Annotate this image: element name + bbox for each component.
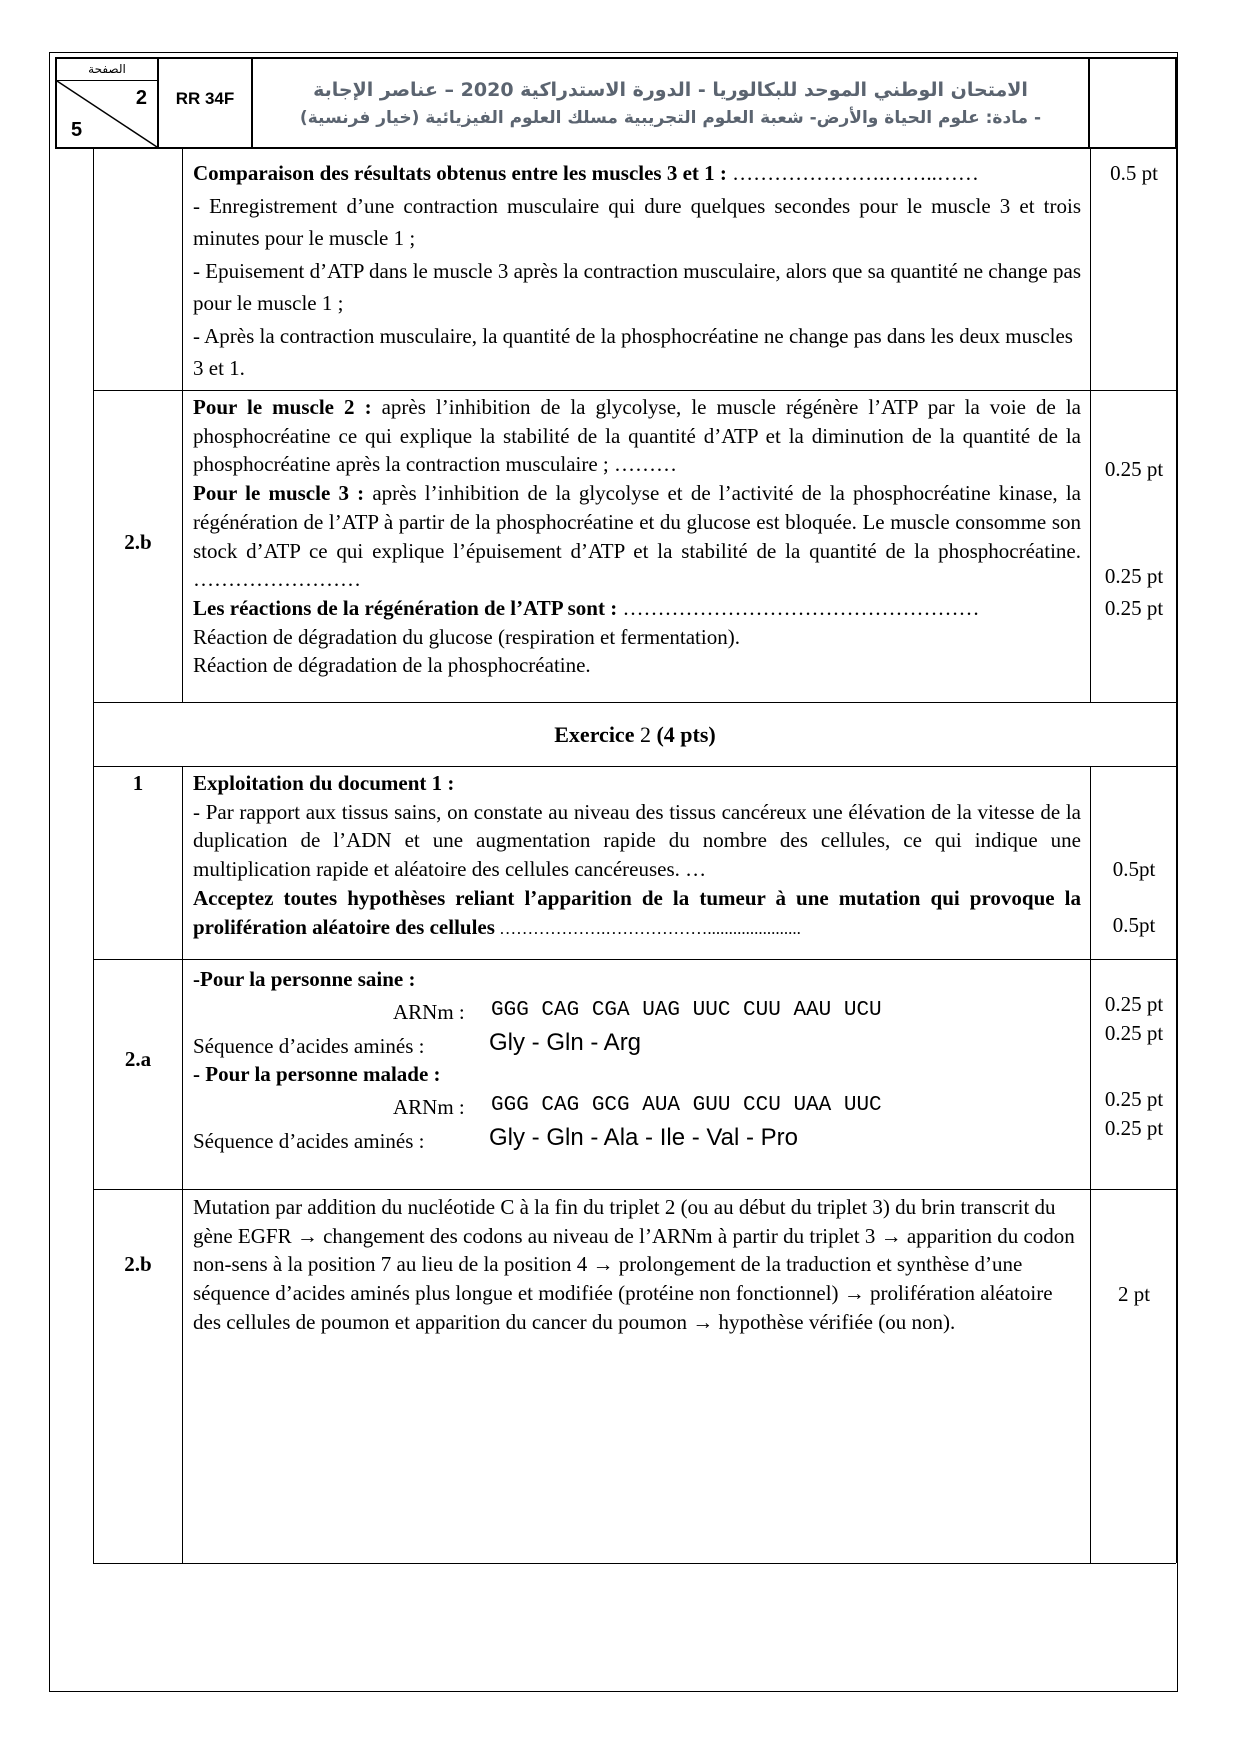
points-comparison: 0.5 pt <box>1110 161 1158 185</box>
col-divider <box>1090 766 1091 1563</box>
row-divider <box>93 702 1176 703</box>
reaction-2: Réaction de dégradation de la phosphocréatine. <box>193 653 591 678</box>
q2b-ex2-text: Mutation par addition du nucléotide C à la fin du triplet 2 (ou au début du triplet 3) du brin transcrit du gène EGFR → changement des codons au niveau de l’ARNm à partir du triplet 3 → apparition du codon non-sens à la position 7 au lieu de la position 4 → prolongement de la traduction et synthèse d’une séquence d’acides aminés plus longue et modifiée (protéine non fonctionnel) → prolifération aléatoire des cellules de poumon et apparition du cancer du poumon → hypothèse vérifiée (ou non). <box>193 1195 1075 1334</box>
reactions-label: Les réactions de la régénération de l’ATP sont : <box>193 595 618 620</box>
q1-hypothesis-dots: ……………….………………...................... <box>494 918 801 938</box>
healthy-amino-sequence: Gly - Gln - Arg <box>489 1029 642 1056</box>
points-muscle2: 0.25 pt <box>1104 457 1164 481</box>
q2b-block <box>193 393 1081 680</box>
points-sick-seq: 0.25 pt <box>1104 1116 1164 1140</box>
exam-title-box <box>251 57 1090 149</box>
q1-text: - Par rapport aux tissus sains, on constate au niveau des tissus cancéreux une élévation de la vitesse de la duplication de l’ADN et une augmentation rapide du nombre des cellules, ce qui indique une multiplication rapide et aléatoire des cellules cancéreuses. … <box>193 799 1081 882</box>
comparison-line: - Après la contraction musculaire, la quantité de la phosphocréatine ne change pas dans les deux muscles 3 et 1. <box>193 323 1073 380</box>
sick-amino-sequence: Gly - Gln - Ala - Ile - Val - Pro <box>489 1124 798 1151</box>
healthy-arn-label: ARNm : <box>393 1000 465 1024</box>
muscle2-label: Pour le muscle 2 : <box>193 395 372 419</box>
page-total: 5 <box>71 119 83 141</box>
table-border-left <box>93 149 94 1563</box>
exam-code: RR 34F <box>157 57 253 149</box>
question-number-2b: 2.b <box>124 530 152 554</box>
sick-arn-label: ARNm : <box>393 1095 465 1119</box>
points-healthy-arn: 0.25 pt <box>1104 992 1164 1016</box>
row-divider <box>93 959 1176 960</box>
exercise2-label: Exercice <box>554 722 635 747</box>
question-number-2a: 2.a <box>124 1047 152 1071</box>
exam-title-line1: الامتحان الوطني الموحد للبكالوريا - الدورة الاستدراكية 2020 – عناصر الإجابة <box>313 79 1028 101</box>
comparison-heading: Comparaison des résultats obtenus entre les muscles 3 et 1 : <box>193 161 727 185</box>
page-label: الصفحة <box>57 60 157 81</box>
points-muscle3: 0.25 pt <box>1104 564 1164 588</box>
q1-heading: Exploitation du document 1 : <box>193 771 455 795</box>
points-q1-hypothesis: 0.5pt <box>1112 913 1156 937</box>
exercise2-title <box>94 722 1176 748</box>
header-blank-box <box>1088 57 1177 149</box>
col-divider <box>1090 149 1091 702</box>
points-sick-arn: 0.25 pt <box>1104 1087 1164 1111</box>
healthy-label: -Pour la personne saine : <box>193 967 416 991</box>
row-divider <box>93 766 1176 767</box>
points-healthy-seq: 0.25 pt <box>1104 1021 1164 1045</box>
page-current: 2 <box>135 87 147 109</box>
q2b-ex2-block <box>193 1193 1081 1337</box>
page-number-box <box>55 57 159 149</box>
sick-label: - Pour la personne malade : <box>193 1062 441 1086</box>
exam-title-line2: - مادة: علوم الحياة والأرض- شعبة العلوم التجريبية مسلك العلوم الفيزيائية (خيار فرنسية) <box>299 108 1042 128</box>
healthy-seq-label: Séquence d’acides aminés : <box>193 1034 425 1058</box>
sick-seq-label: Séquence d’acides aminés : <box>193 1129 425 1153</box>
reaction-1: Réaction de dégradation du glucose (respiration et fermentation). <box>193 624 740 649</box>
comparison-line: - Enregistrement d’une contraction musculaire qui dure quelques secondes pour le muscle 3 et trois minutes pour le muscle 1 ; <box>193 193 1081 250</box>
question-number-2b-ex2: 2.b <box>124 1252 152 1276</box>
muscle2-text: après l’inhibition de la glycolyse, le muscle régénère l’ATP par la voie de la phosphocréatine ce qui explique la stabilité de la quantité d’ATP et la diminution de la quantité de la phosphocréatine après la contraction musculaire ; ……… <box>193 395 1082 477</box>
comparison-line: - Epuisement d’ATP dans le muscle 3 après la contraction musculaire, alors que sa quantité ne change pas pour le muscle 1 ; <box>193 258 1081 315</box>
healthy-arn-sequence: GGG CAG CGA UAG UUC CUU AAU UCU <box>491 999 882 1022</box>
points-q1-exploitation: 0.5pt <box>1112 857 1156 881</box>
q1-block <box>193 769 1081 943</box>
exercise2-number: 2 <box>634 722 657 747</box>
muscle3-label: Pour le muscle 3 : <box>193 481 365 506</box>
muscle3-text: après l’inhibition de la glycolyse et de l’activité de la phosphocréatine kinase, la régénération de l’ATP à partir de la phosphocréatine et du glucose est bloquée. Le muscle consomme son stock d’ATP ce qui explique l’épuisement d’ATP et la stabilité de la quantité de la phosphocréatine. …………………… <box>193 481 1081 592</box>
question-number-1: 1 <box>132 771 144 795</box>
points-reactions: 0.25 pt <box>1104 596 1164 620</box>
row-divider <box>93 1189 1176 1190</box>
q1-hypothesis: Acceptez toutes hypothèses reliant l’apparition de la tumeur à une mutation qui provoque la prolifération aléatoire des cellules <box>193 885 1081 939</box>
sick-arn-sequence: GGG CAG GCG AUA GUU CCU UAA UUC <box>491 1094 882 1117</box>
points-q2b-ex2: 2 pt <box>1117 1282 1151 1306</box>
comparison-heading-dots: ………………….……..…… <box>726 161 979 185</box>
exercise2-points: (4 pts) <box>656 722 716 747</box>
reactions-dots: …………………………………………… <box>617 595 980 620</box>
row-divider <box>93 390 1176 391</box>
table-border-right <box>1176 149 1177 1563</box>
comparison-block <box>193 157 1081 385</box>
table-border-bottom <box>93 1563 1176 1564</box>
col-divider <box>182 766 183 1563</box>
col-divider <box>182 149 183 702</box>
